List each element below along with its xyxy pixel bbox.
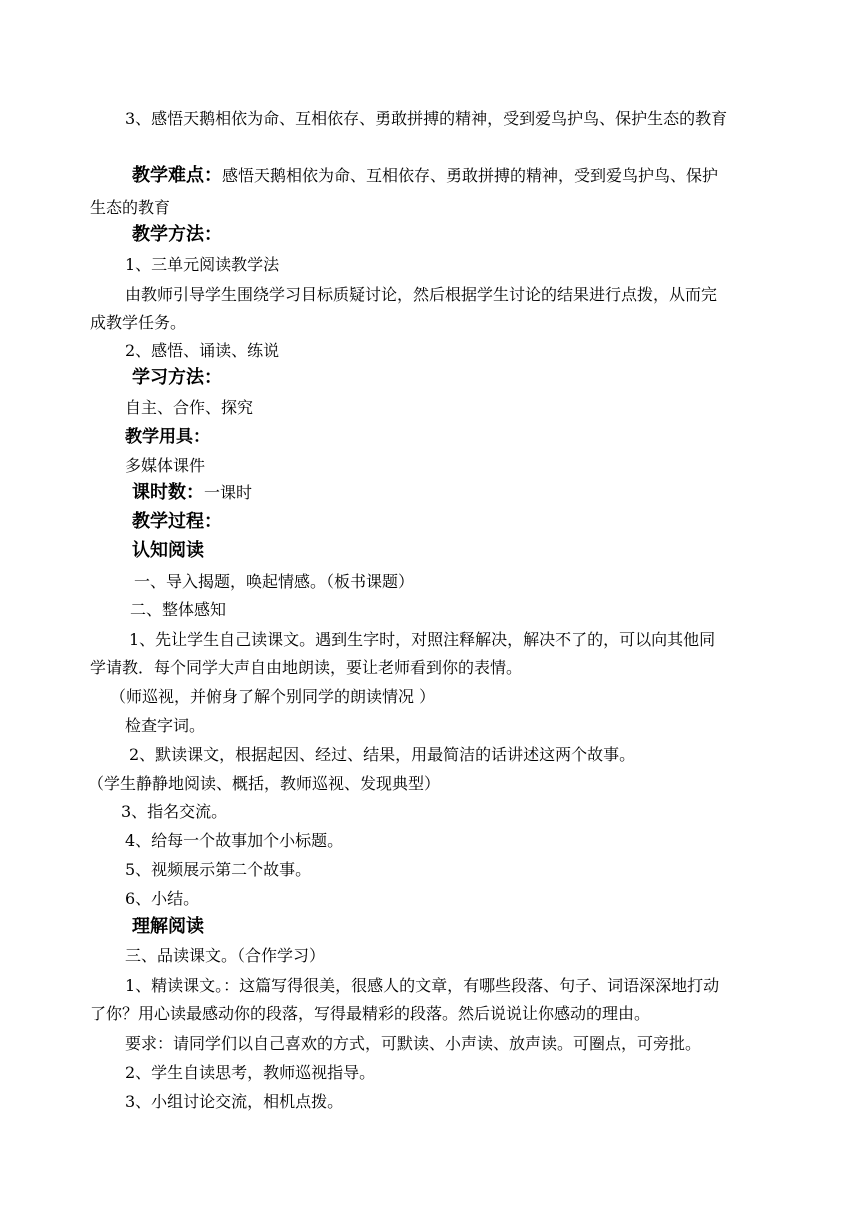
requirement: 要求：请同学们以自己喜欢的方式，可默读、小声读、放声读。可圈点，可旁批。 (125, 1034, 702, 1053)
check-words: 检查字词。 (125, 716, 206, 735)
step-3-item-3: 3、小组讨论交流，相机点拨。 (125, 1092, 344, 1111)
tools-text: 多媒体课件 (125, 456, 206, 475)
difficulty-text-cont: 生态的教育 (90, 198, 171, 217)
step-3: 三、品读课文。（合作学习） (125, 946, 326, 965)
lesson-count-line (132, 483, 252, 503)
method-1: 1、三单元阅读教学法 (125, 255, 280, 274)
teacher-note-1: （师巡视，并俯身了解个别同学的朗读情况 ） (110, 687, 436, 706)
method-2: 2、感悟、诵读、练说 (125, 341, 280, 360)
learning-method-heading: 学习方法： (132, 367, 222, 388)
step-2-item-1-cont: 学请教．每个同学大声自由地朗读，要让老师看到你的表情。 (90, 658, 523, 677)
step-2-item-5: 5、视频展示第二个故事。 (125, 860, 312, 879)
lesson-count-label: 课时数： (132, 482, 204, 503)
step-2-item-3: 3、指名交流。 (121, 802, 228, 821)
difficulty-label: 教学难点： (132, 165, 222, 186)
process-heading: 教学过程： (132, 511, 222, 532)
step-1: 一、导入揭题，唤起情感。（板书课题） (134, 572, 415, 591)
difficulty-line (132, 166, 718, 186)
section-cognitive-reading: 认知阅读 (132, 540, 204, 561)
difficulty-text: 感悟天鹅相依为命、互相依存、勇敢拼搏的精神，受到爱鸟护鸟、保护 (222, 166, 719, 185)
step-3-item-1-cont: 了你？用心读最感动你的段落，写得最精彩的段落。然后说说让你感动的理由。 (90, 1004, 651, 1023)
method-desc-cont: 成教学任务。 (90, 313, 187, 332)
objective-3: 3、感悟天鹅相依为命、互相依存、勇敢拼搏的精神，受到爱鸟护鸟、保护生态的教育 (125, 109, 728, 128)
method-heading: 教学方法： (132, 224, 222, 245)
learning-method-text: 自主、合作、探究 (125, 398, 254, 417)
step-2-item-1: 1、先让学生自己读课文。遇到生字时，对照注释解决，解决不了的，可以向其他同 (129, 630, 716, 649)
lesson-count-text: 一课时 (204, 483, 253, 502)
step-2-item-4: 4、给每一个故事加个小标题。 (125, 831, 344, 850)
step-3-item-1: 1、精读课文。：这篇写得很美，很感人的文章，有哪些段落、句子、词语深深地打动 (125, 976, 720, 995)
teacher-note-2: （学生静静地阅读、概括，教师巡视、发现典型） (88, 774, 441, 793)
step-2-item-2: 2、默读课文，根据起因、经过、结果，用最简洁的话讲述这两个故事。 (129, 745, 636, 764)
tools-heading: 教学用具： (125, 427, 210, 447)
method-desc: 由教师引导学生围绕学习目标质疑讨论，然后根据学生讨论的结果进行点拨，从而完 (125, 285, 718, 304)
step-2-item-6: 6、小结。 (125, 889, 200, 908)
step-3-item-2: 2、学生自读思考，教师巡视指导。 (125, 1063, 376, 1082)
section-understanding-reading: 理解阅读 (132, 916, 204, 937)
step-2: 二、整体感知 (130, 600, 227, 619)
